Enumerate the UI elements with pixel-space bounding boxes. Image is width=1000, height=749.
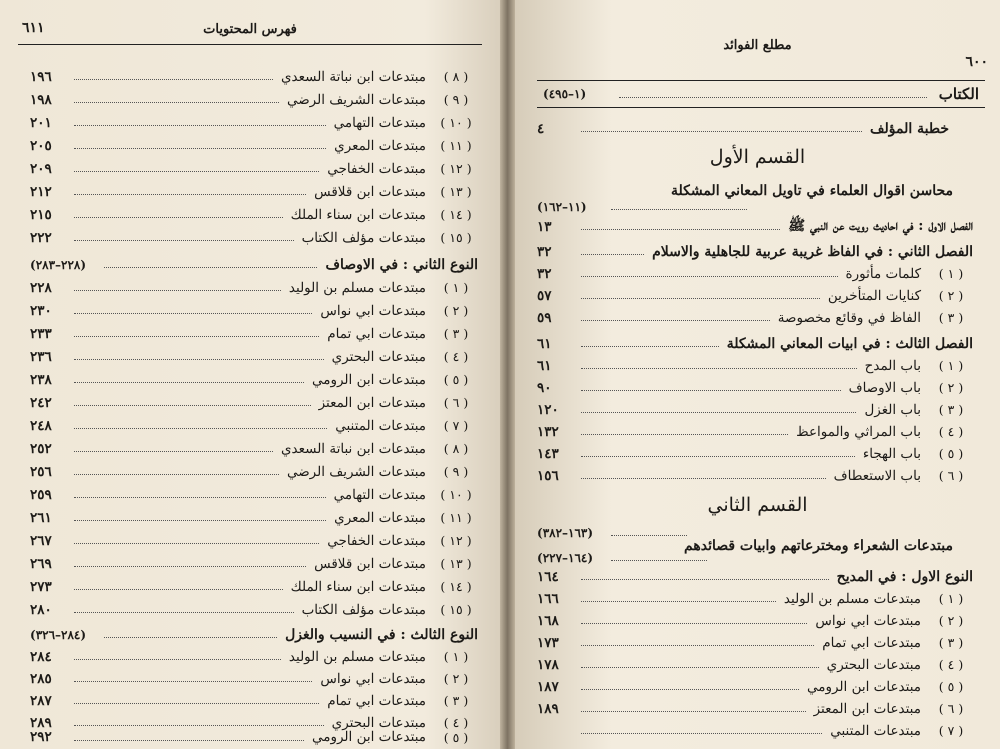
entry-page: ٢٣٠ — [30, 302, 52, 319]
entry-label: كلمات مأثورة — [845, 265, 921, 282]
dot-leader — [581, 412, 856, 413]
dot-leader — [581, 390, 841, 391]
entry-page: ٢٠٩ — [30, 160, 52, 177]
entry-label: كنايات المتأخرين — [827, 287, 921, 304]
entry-index: ( ٤ ) — [443, 715, 469, 730]
chapter-label: الفصل الاول : في احاديث رويت عن النبي ﷺ — [788, 217, 973, 234]
part-one-title: القسم الأول — [709, 146, 806, 168]
dot-leader — [74, 359, 324, 360]
entry-page: ٢٨٩ — [30, 714, 52, 731]
entry-page: ٢٣٨ — [30, 371, 52, 388]
dot-leader — [74, 102, 279, 103]
toc-entry — [30, 484, 482, 505]
toc-entry — [30, 461, 482, 482]
entry-label: مبتدعات المتنبي — [335, 417, 426, 434]
dot-leader — [619, 97, 927, 98]
entry-label: باب الغزل — [864, 401, 921, 418]
toc-entry — [30, 553, 482, 574]
entry-label: مبتدعات ابي نواس — [815, 612, 921, 629]
entry-label: مبتدعات ابن سناء الملك — [290, 578, 426, 595]
dot-leader — [581, 579, 829, 580]
section-title: النوع الثالث : في النسيب والغزل — [285, 626, 478, 643]
entry-label: مبتدعات ابن قلاقس — [314, 555, 426, 572]
entry-index: ( ١ ) — [443, 649, 469, 664]
dot-leader — [74, 240, 294, 241]
dot-leader — [74, 659, 281, 660]
toc-entry — [537, 465, 977, 486]
toc-entry — [30, 576, 482, 597]
entry-page: ٢٦٩ — [30, 555, 52, 572]
entry-index: ( ٥ ) — [443, 729, 469, 745]
entry-label: مبتدعات البحتري — [331, 348, 426, 365]
entry-index: ( ٢ ) — [938, 380, 964, 395]
entry-index: ( ١٥ ) — [440, 230, 472, 245]
entry-index: ( ١٢ ) — [440, 161, 472, 176]
entry-page: ٢٦٧ — [30, 532, 52, 549]
section-heading — [30, 254, 482, 275]
entry-index: ( ٤ ) — [938, 424, 964, 439]
entry-index: ( ٢ ) — [938, 613, 964, 628]
entry-page: ٥٩ — [537, 309, 552, 326]
entry-page: ٢٦١ — [30, 509, 52, 526]
toc-entry — [30, 646, 482, 667]
chapter-page: ١٣ — [537, 218, 552, 235]
dot-leader — [581, 434, 788, 435]
toc-entry — [30, 530, 482, 551]
dot-leader — [611, 209, 747, 210]
dot-leader — [581, 711, 806, 712]
part-heading-range: (١١–١٦٢) — [537, 199, 587, 214]
right-page — [515, 0, 1000, 749]
toc-entry — [537, 676, 977, 697]
dot-leader — [74, 171, 319, 172]
entry-index: ( ٥ ) — [443, 372, 469, 387]
entry-label: مبتدعات ابن الرومي — [311, 729, 426, 745]
chapter-label: الفصل الثاني : في الفاظ غريبة عربية للجاهلية والاسلام — [652, 243, 973, 260]
toc-entry — [30, 346, 482, 367]
entry-index: ( ٣ ) — [443, 693, 469, 708]
toc-entry — [30, 323, 482, 344]
entry-index: ( ٢ ) — [443, 671, 469, 686]
entry-page: ٩٠ — [537, 379, 552, 396]
left-page-header — [18, 20, 482, 45]
entry-label: باب المدح — [864, 357, 921, 374]
entry-page: ١٦٨ — [537, 612, 559, 629]
entry-index: ( ٣ ) — [443, 326, 469, 341]
part-heading-range: (١٦٣–٣٨٢) — [537, 525, 594, 540]
chapter-label: الفصل الثالث : في ابيات المعاني المشكلة — [726, 335, 973, 352]
toc-entry — [30, 438, 482, 459]
toc-entry — [30, 135, 482, 156]
entry-page: ٢٠١ — [30, 114, 52, 131]
entry-label: باب الاستعطاف — [833, 467, 921, 484]
entry-label: مبتدعات المعري — [334, 509, 426, 526]
entry-page: ٦١ — [537, 357, 552, 374]
entry-label: مبتدعات ابي تمام — [327, 692, 426, 709]
entry-label: مبتدعات مؤلف الكتاب — [301, 601, 426, 618]
dot-leader — [74, 313, 312, 314]
toc-entry — [30, 112, 482, 133]
dot-leader — [74, 382, 304, 383]
entry-label: مبتدعات الشريف الرضي — [286, 463, 426, 480]
entry-page: ٢٧٣ — [30, 578, 52, 595]
entry-label: مبتدعات البحتري — [826, 656, 921, 673]
dot-leader — [581, 229, 780, 230]
dot-leader — [581, 320, 770, 321]
dot-leader — [74, 194, 306, 195]
toc-entry — [537, 399, 977, 420]
entry-label: مبتدعات مؤلف الكتاب — [301, 229, 426, 246]
dot-leader — [581, 623, 807, 624]
author-intro-entry — [537, 118, 977, 139]
entry-page: ١٣٢ — [537, 423, 559, 440]
toc-entry — [537, 421, 977, 442]
dot-leader — [581, 276, 838, 277]
entry-index: ( ٣ ) — [938, 402, 964, 417]
dot-leader — [74, 740, 304, 741]
dot-leader — [74, 589, 283, 590]
dot-leader — [581, 254, 644, 255]
entry-page: ٢٣٣ — [30, 325, 52, 342]
entry-index: ( ١١ ) — [440, 138, 472, 153]
entry-page: ٢٥٩ — [30, 486, 52, 503]
dot-leader — [74, 681, 312, 682]
section-title: النوع الثاني : في الاوصاف — [325, 256, 478, 273]
entry-page: ٢٢٨ — [30, 279, 52, 296]
right-running-title: مطلع الفوائد — [723, 38, 792, 53]
dot-leader — [74, 405, 311, 406]
type-label: النوع الاول : في المديح — [836, 568, 973, 585]
dot-leader — [581, 478, 826, 479]
dot-leader — [581, 298, 820, 299]
toc-entry — [30, 181, 482, 202]
entry-label: مبتدعات المتنبي — [830, 722, 921, 739]
toc-entry — [30, 204, 482, 225]
entry-label: مبتدعات مسلم بن الوليد — [288, 648, 426, 665]
toc-entry — [30, 668, 482, 689]
entry-page: ٢٨٤ — [30, 648, 52, 665]
dot-leader — [74, 336, 319, 337]
entry-page: ١٤٣ — [537, 445, 559, 462]
toc-entry — [537, 632, 977, 653]
section-range: (٢٢٨–٢٨٣) — [30, 257, 87, 272]
entry-label: مبتدعات الشريف الرضي — [286, 91, 426, 108]
dot-leader — [74, 543, 319, 544]
type-range-row — [537, 547, 977, 568]
entry-label: مبتدعات ابن نباتة السعدي — [280, 68, 426, 85]
toc-entry — [537, 355, 977, 376]
toc-entry — [30, 599, 482, 620]
toc-entry — [30, 158, 482, 179]
toc-entry — [30, 300, 482, 321]
dot-leader — [581, 667, 819, 668]
entry-index: ( ١٤ ) — [440, 579, 472, 594]
entry-index: ( ٢ ) — [443, 303, 469, 318]
dot-leader — [74, 217, 283, 218]
entry-label: مبتدعات التهامي — [333, 486, 426, 503]
dot-leader — [581, 645, 814, 646]
toc-entry — [537, 588, 977, 609]
book-label: الكتاب — [938, 85, 979, 103]
entry-page: ١٧٣ — [537, 634, 559, 651]
entry-index: ( ٨ ) — [443, 441, 469, 456]
entry-label: مبتدعات ابن قلاقس — [314, 183, 426, 200]
entry-label: مبتدعات ابن نباتة السعدي — [280, 440, 426, 457]
entry-index: ( ١٥ ) — [440, 602, 472, 617]
entry-index: ( ١ ) — [938, 266, 964, 281]
entry-page: ٤ — [537, 120, 545, 137]
entry-label: باب الاوصاف — [848, 379, 921, 396]
entry-page: ٢١٢ — [30, 183, 52, 200]
entry-label: مبتدعات ابن المعتز — [318, 394, 426, 411]
entry-page: ٢٥٦ — [30, 463, 52, 480]
section-heading — [30, 624, 482, 645]
entry-page: ٢٣٦ — [30, 348, 52, 365]
dot-leader — [74, 451, 273, 452]
part-heading-label: محاسن اقوال العلماء في تاويل المعاني المشكلة — [670, 182, 953, 199]
dot-leader — [581, 456, 855, 457]
entry-page: ٢٥٢ — [30, 440, 52, 457]
entry-page: ١٧٨ — [537, 656, 559, 673]
chapter-page: ٣٢ — [537, 243, 552, 260]
entry-index: ( ٩ ) — [443, 464, 469, 479]
entry-page: ١٥٦ — [537, 467, 559, 484]
toc-entry — [30, 727, 482, 747]
chapter-heading — [537, 216, 977, 237]
toc-entry — [30, 66, 482, 87]
entry-label: مبتدعات الخفاجي — [327, 532, 426, 549]
dot-leader — [581, 368, 857, 369]
entry-index: ( ١ ) — [938, 591, 964, 606]
entry-label: مبتدعات ابي تمام — [822, 634, 921, 651]
dot-leader — [611, 560, 707, 561]
dot-leader — [74, 520, 326, 521]
entry-label: مبتدعات التهامي — [333, 114, 426, 131]
entry-page: ١٦٦ — [537, 590, 559, 607]
entry-page: ١٨٩ — [537, 700, 559, 717]
entry-page: ٢١٥ — [30, 206, 52, 223]
entry-index: ( ٧ ) — [938, 723, 964, 738]
part-two-title: القسم الثاني — [707, 494, 808, 516]
entry-page: ١٩٨ — [30, 91, 52, 108]
entry-label: مبتدعات ابي نواس — [320, 670, 426, 687]
toc-entry — [537, 285, 977, 306]
entry-page: ٣٢ — [537, 265, 552, 282]
entry-index: ( ١١ ) — [440, 510, 472, 525]
entry-index: ( ١٠ ) — [440, 115, 472, 130]
entry-label: الفاظ في وقائع مخصوصة — [777, 309, 921, 326]
left-running-title: فهرس المحتويات — [203, 22, 297, 37]
type-heading — [537, 566, 977, 587]
entry-index: ( ٢ ) — [938, 288, 964, 303]
entry-page: ١٨٧ — [537, 678, 559, 695]
toc-entry — [537, 263, 977, 284]
entry-page: ٢٨٠ — [30, 601, 52, 618]
toc-entry — [30, 507, 482, 528]
entry-index: ( ٤ ) — [938, 657, 964, 672]
dot-leader — [581, 131, 862, 132]
dot-leader — [74, 125, 326, 126]
right-page-number: ٦٠٠ — [965, 54, 988, 70]
toc-entry — [537, 654, 977, 675]
dot-leader — [74, 566, 306, 567]
entry-index: ( ٦ ) — [938, 701, 964, 716]
entry-label: مبتدعات ابن المعتز — [813, 700, 921, 717]
entry-index: ( ١ ) — [938, 358, 964, 373]
dot-leader — [74, 79, 273, 80]
toc-entry — [537, 698, 977, 719]
dot-leader — [104, 267, 317, 268]
section-range: (٢٨٤–٣٢٦) — [30, 627, 87, 642]
entry-index: ( ٣ ) — [938, 635, 964, 650]
entry-label: مبتدعات المعري — [334, 137, 426, 154]
book-gutter — [500, 0, 515, 749]
dot-leader — [74, 474, 279, 475]
entry-index: ( ٩ ) — [443, 92, 469, 107]
entry-label: مبتدعات ابن الرومي — [806, 678, 921, 695]
entry-page: ٢٢٢ — [30, 229, 52, 246]
left-page-number: ٦١١ — [22, 20, 45, 36]
chapter-heading — [537, 241, 977, 262]
toc-entry — [537, 720, 977, 741]
entry-index: ( ١٤ ) — [440, 207, 472, 222]
entry-index: ( ٦ ) — [443, 395, 469, 410]
entry-index: ( ١ ) — [443, 280, 469, 295]
toc-entry — [30, 415, 482, 436]
dot-leader — [581, 733, 822, 734]
part-range-row — [537, 196, 977, 217]
toc-entry — [30, 369, 482, 390]
dot-leader — [74, 725, 324, 726]
entry-label: باب الهجاء — [862, 445, 921, 462]
entry-page: ٢٨٧ — [30, 692, 52, 709]
entry-page: ٢٠٥ — [30, 137, 52, 154]
dot-leader — [74, 428, 327, 429]
chapter-page: ٦١ — [537, 335, 552, 352]
chapter-heading — [537, 333, 977, 354]
entry-page: ١٩٦ — [30, 68, 52, 85]
book-range: (١–٤٩٥) — [543, 87, 587, 101]
entry-label: مبتدعات مسلم بن الوليد — [783, 590, 921, 607]
toc-entry — [30, 227, 482, 248]
entry-index: ( ١٣ ) — [440, 556, 472, 571]
dot-leader — [74, 497, 326, 498]
entry-index: ( ٦ ) — [938, 468, 964, 483]
type-range: (١٦٤–٢٢٧) — [537, 550, 594, 565]
book-heading — [537, 80, 985, 108]
dot-leader — [104, 637, 277, 638]
type-page: ١٦٤ — [537, 568, 559, 585]
dot-leader — [581, 601, 776, 602]
entry-label: مبتدعات ابي نواس — [320, 302, 426, 319]
toc-entry — [537, 307, 977, 328]
entry-page: ٢٩٢ — [30, 729, 52, 745]
toc-entry — [30, 690, 482, 711]
entry-index: ( ٥ ) — [938, 679, 964, 694]
entry-index: ( ٤ ) — [443, 349, 469, 364]
dot-leader — [74, 290, 281, 291]
dot-leader — [581, 346, 719, 347]
entry-label: مبتدعات مسلم بن الوليد — [288, 279, 426, 296]
entry-index: ( ٨ ) — [443, 69, 469, 84]
toc-entry — [30, 392, 482, 413]
entry-index: ( ٣ ) — [938, 310, 964, 325]
part-heading-label: مبتدعات الشعراء ومخترعاتهم وابيات قصائدهم — [684, 537, 953, 554]
toc-entry — [30, 277, 482, 298]
entry-label: مبتدعات البحتري — [331, 714, 426, 731]
entry-page: ٥٧ — [537, 287, 552, 304]
entry-index: ( ١٢ ) — [440, 533, 472, 548]
toc-entry — [537, 443, 977, 464]
toc-entry — [30, 89, 482, 110]
toc-entry — [537, 377, 977, 398]
dot-leader — [74, 703, 319, 704]
dot-leader — [74, 148, 326, 149]
entry-page: ٢٤٨ — [30, 417, 52, 434]
entry-index: ( ١٠ ) — [440, 487, 472, 502]
entry-label: خطبة المؤلف — [870, 120, 949, 137]
toc-entry — [537, 610, 977, 631]
entry-page: ٢٨٥ — [30, 670, 52, 687]
entry-index: ( ٥ ) — [938, 446, 964, 461]
entry-index: ( ١٣ ) — [440, 184, 472, 199]
dot-leader — [581, 689, 799, 690]
entry-page: ١٢٠ — [537, 401, 559, 418]
entry-label: باب المراثي والمواعظ — [796, 423, 921, 440]
entry-label: مبتدعات ابن الرومي — [311, 371, 426, 388]
entry-index: ( ٧ ) — [443, 418, 469, 433]
entry-label: مبتدعات ابي تمام — [327, 325, 426, 342]
entry-label: مبتدعات ابن سناء الملك — [290, 206, 426, 223]
entry-page: ٢٤٢ — [30, 394, 52, 411]
dot-leader — [74, 612, 294, 613]
entry-label: مبتدعات الخفاجي — [327, 160, 426, 177]
